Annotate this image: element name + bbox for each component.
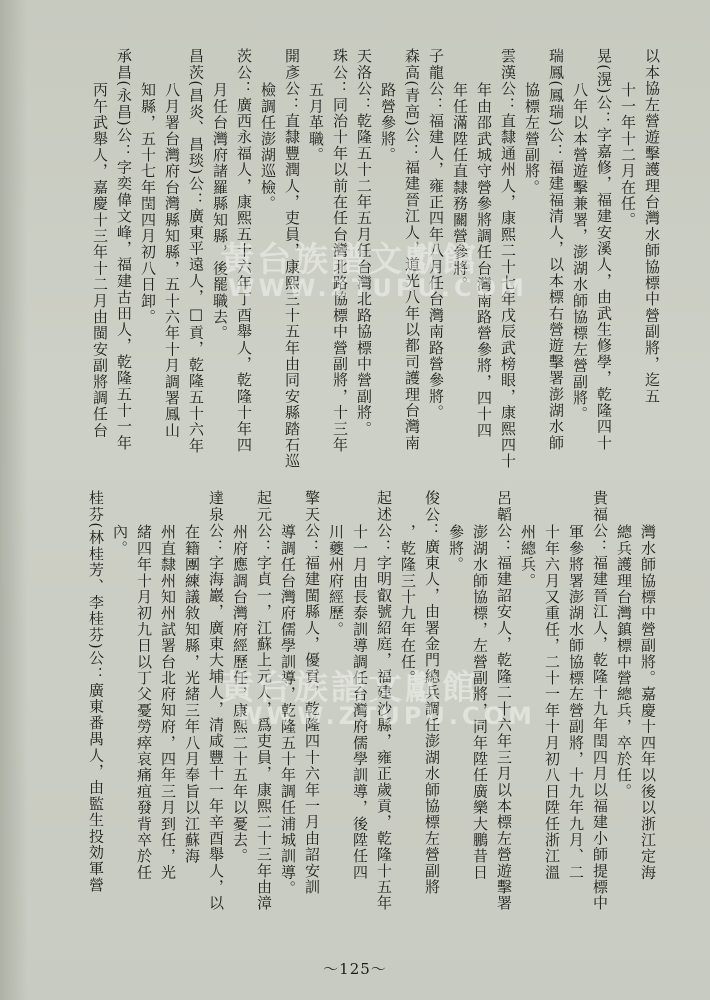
text-line: 茨公：廣西永福人，康熙五十六年丁酉舉人，乾隆十年四 bbox=[235, 48, 253, 453]
text-line: 州府應調台灣府經歷任，康熙二十五年以憂去。 bbox=[231, 524, 249, 865]
text-line: 總兵護理台灣鎮標中營總兵，卒於任。 bbox=[615, 524, 633, 800]
text-line: 雲漢公：直隸通州人，康熙二十七年戊辰武榜眼，康熙四十 bbox=[499, 48, 517, 470]
text-line: 內。 bbox=[111, 524, 129, 557]
text-line: 珠公：同治十年以前在任台灣北路協標中營副將，十三年 bbox=[331, 48, 349, 453]
text-line: 州總兵。 bbox=[519, 524, 537, 589]
text-line: 子龍公：福建人，雍正四年八月任台灣南路營參將。 bbox=[427, 48, 445, 421]
top-text-block bbox=[88, 48, 664, 488]
text-line: 起述公：字明叡號紹庭，福建沙縣，雍正歲貢，乾隆十五年 bbox=[375, 490, 393, 912]
text-line: 擎天公：福建閩縣人，優貢，乾隆四十六年一月由詔安訓 bbox=[303, 490, 321, 895]
text-line: 承昌(永昌)公：字奕偉文峰，福建古田人，乾隆五十一年 bbox=[115, 48, 133, 451]
watermark-text: 黃台族譜文獻館 bbox=[220, 668, 479, 708]
text-line: 瑞鳳(鳳瑞)公：福建福清人，以本標右營遊擊署澎湖水師 bbox=[547, 48, 565, 451]
bottom-text-block bbox=[84, 490, 660, 956]
text-line: 昌茨(昌炎、昌琰)公：廣東平遠人，□貢，乾隆五十六年 bbox=[187, 48, 205, 454]
text-line: 開彥公：直隸豐潤人，吏員，康熙三十五年由同安縣踏石巡 bbox=[283, 48, 301, 470]
text-line: 五月革職。 bbox=[307, 82, 325, 163]
text-line: 八年以本營遊擊兼署，澎湖水師協標左營副將。 bbox=[571, 82, 589, 423]
text-line: 軍參將署澎湖水師協標左營副將，十九年九月、二 bbox=[567, 524, 585, 881]
text-line: 十年六月又重任，二十一年十月初八日陞任浙江溫 bbox=[543, 524, 561, 881]
text-line: 灣水師協標中營副將。嘉慶十四年以後以浙江定海 bbox=[639, 524, 657, 881]
text-line: 年由邵武城守營參將調任台灣南路營參將，四十四 bbox=[475, 82, 493, 439]
text-line: 參將。 bbox=[447, 524, 465, 573]
text-line: 丙午武舉人，嘉慶十三年十二月由閩安副將調任台 bbox=[91, 82, 109, 439]
text-line: 檢調任澎湖巡檢。 bbox=[259, 82, 277, 212]
text-line: 晃(滉)公：字嘉修，福建安溪人，由武生修學，乾隆四十 bbox=[595, 48, 613, 451]
text-line: 澎湖水師協標，左營副將，同年陞任廣樂大鵬昔日 bbox=[471, 524, 489, 881]
text-line: 州直隸州知州試署台北府知府，四年三月到任，光 bbox=[159, 524, 177, 881]
text-line: 川夔州府經歷。 bbox=[327, 524, 345, 638]
text-line: 起元公：字貞一，江蘇上元人，爲吏員，康熙二十三年由漳 bbox=[255, 490, 273, 912]
text-line: 十一月由長泰訓導調任台灣府儒學訓導，後陞任四 bbox=[351, 524, 369, 881]
text-line: 協標左營副將。 bbox=[523, 82, 541, 196]
text-line: 八月署台灣府台灣縣知縣，五十六年十月調署鳳山 bbox=[163, 82, 181, 439]
text-line: 十一年十二月在任。 bbox=[619, 82, 637, 228]
text-line: 在籍團練議敘知縣，光緒三年八月奉旨以江蘇海 bbox=[183, 524, 201, 865]
text-line: 路營參將。 bbox=[379, 82, 397, 163]
watermark-text: 黃台族譜文獻館 bbox=[220, 240, 479, 280]
text-line: 俊公：廣東人，由署金門總兵調任澎湖水師協標左營副將 bbox=[423, 490, 441, 895]
text-line: 月任台灣府諸羅縣知縣，後罷職去。 bbox=[211, 82, 229, 342]
text-line: 年任滿陞任直隸務關營參將。 bbox=[451, 82, 469, 293]
watermark-url: WWW.ZTUPU.COM bbox=[228, 274, 528, 302]
text-line: 呂韜公：福建詔安人，乾隆二十六年三月以本標左營遊擊署 bbox=[495, 490, 513, 912]
text-line: 桂芬(林桂芳、李桂芬)公：廣東番禺人，由監生投効軍營 bbox=[87, 490, 105, 893]
text-line: ，乾隆三十九年在任。 bbox=[399, 524, 417, 686]
text-line: 天洛公：乾隆五十二年五月任台灣北路協標中營副將。 bbox=[355, 48, 373, 437]
text-line: 達泉公：字海巖，廣東大埔人，清咸豐十一年辛酉舉人，以 bbox=[207, 490, 225, 912]
watermark-url: WWW.ZTUPU.COM bbox=[236, 702, 536, 730]
text-line: 貴福公：福建晉江人，乾隆十九年閏四月以福建小師提標中 bbox=[591, 490, 609, 912]
page-number: ～125～ bbox=[323, 960, 387, 978]
text-line: 導調任台灣府儒學訓導，乾隆五十年調任浦城訓導。 bbox=[279, 524, 297, 897]
text-line: 知縣，五十七年閏四月初八日卸。 bbox=[139, 82, 157, 325]
text-line: 以本協左營遊擊護理台灣水師協標中營副將，迄五 bbox=[643, 48, 661, 405]
text-line: 緒四年十月初九日以丁父憂勞瘁哀痛疽發背卒於任 bbox=[135, 524, 153, 881]
text-line: 森高(青高)公：福建晉江人，道光八年以都司護理台灣南 bbox=[403, 48, 421, 451]
